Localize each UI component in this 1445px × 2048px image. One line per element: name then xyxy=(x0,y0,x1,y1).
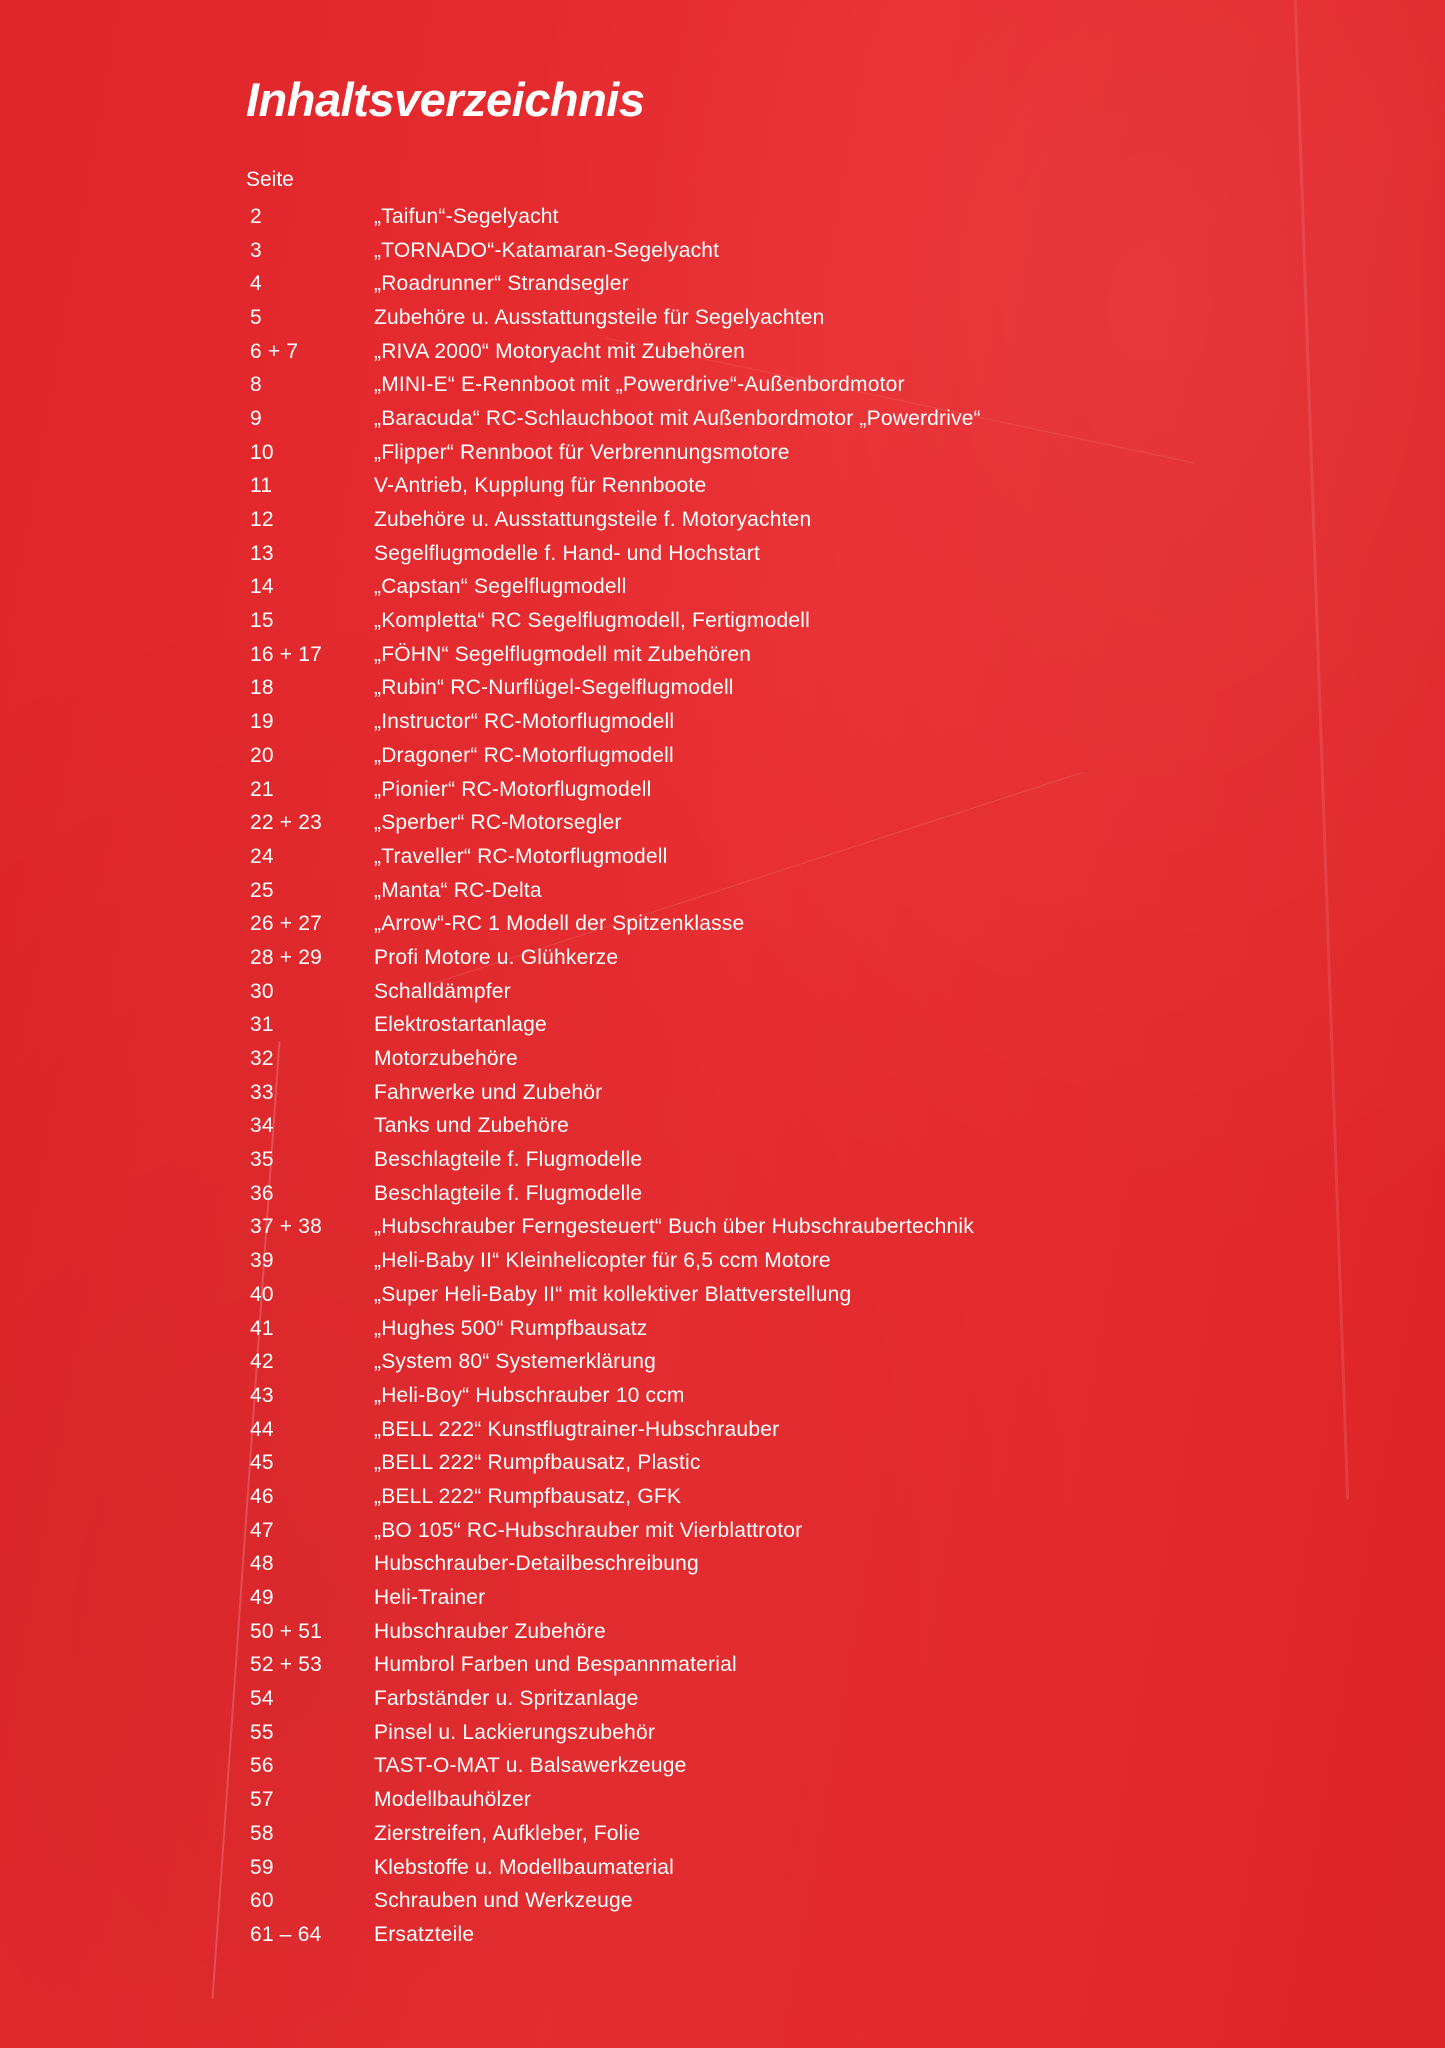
toc-entry xyxy=(246,1649,1346,1683)
toc-entry-title: „Traveller“ RC-Motorflugmodell xyxy=(374,844,668,868)
toc-entry-title: „Rubin“ RC-Nurflügel-Segelflugmodell xyxy=(374,676,734,700)
toc-page-number: 16 + 17 xyxy=(250,642,323,666)
toc-page-number: 48 xyxy=(250,1552,274,1576)
toc-entry xyxy=(246,402,1346,436)
toc-entry xyxy=(246,1884,1346,1918)
toc-entry xyxy=(246,234,1346,268)
toc-page-number: 58 xyxy=(250,1821,274,1845)
toc-entry-title: Hubschrauber Zubehöre xyxy=(374,1619,606,1643)
toc-entry xyxy=(246,436,1346,470)
toc-entry xyxy=(246,806,1346,840)
toc-entry-title: V-Antrieb, Kupplung für Rennboote xyxy=(374,474,707,498)
toc-entry-title: Klebstoffe u. Modellbaumaterial xyxy=(374,1855,674,1879)
toc-entry xyxy=(246,200,1346,234)
toc-page-number: 40 xyxy=(250,1282,274,1306)
toc-entry-title: „Manta“ RC-Delta xyxy=(374,878,542,902)
toc-entry xyxy=(246,335,1346,369)
toc-entry-title: TAST-O-MAT u. Balsawerkzeuge xyxy=(374,1754,687,1778)
toc-entry-title: „BELL 222“ Kunstflugtrainer-Hubschrauber xyxy=(374,1417,780,1441)
toc-entry xyxy=(246,672,1346,706)
toc-entry xyxy=(246,1312,1346,1346)
toc-entry-title: „Taifun“-Segelyacht xyxy=(374,204,559,228)
toc-entry xyxy=(246,1682,1346,1716)
toc-page-number: 33 xyxy=(250,1080,274,1104)
toc-entry-title: Pinsel u. Lackierungszubehör xyxy=(374,1720,656,1744)
toc-page-number: 11 xyxy=(250,474,273,498)
toc-page-number: 32 xyxy=(250,1047,274,1071)
toc-entry xyxy=(246,773,1346,807)
toc-page-number: 46 xyxy=(250,1484,274,1508)
toc-page-number: 47 xyxy=(250,1518,274,1542)
toc-entry-title: „Baracuda“ RC-Schlauchboot mit Außenbordmotor „Powerdrive“ xyxy=(374,406,981,430)
toc-entry-title: Hubschrauber-Detailbeschreibung xyxy=(374,1552,699,1576)
toc-entry-title: Profi Motore u. Glühkerze xyxy=(374,945,619,969)
toc-entry-title: Heli-Trainer xyxy=(374,1586,486,1610)
toc-page-number: 57 xyxy=(250,1788,274,1812)
toc-page-number: 50 + 51 xyxy=(250,1619,323,1643)
toc-entry-title: Tanks und Zubehöre xyxy=(374,1114,570,1138)
toc-entry xyxy=(246,1446,1346,1480)
toc-entry xyxy=(246,1009,1346,1043)
toc-entry-title: Beschlagteile f. Flugmodelle xyxy=(374,1148,643,1172)
toc-entry xyxy=(246,941,1346,975)
toc-entry-title: Schalldämpfer xyxy=(374,979,511,1003)
toc-entry xyxy=(246,1548,1346,1582)
toc-entry-title: Zubehöre u. Ausstattungsteile für Segelyachten xyxy=(374,305,825,329)
toc-entry-title: „Instructor“ RC-Motorflugmodell xyxy=(374,710,675,734)
toc-page-number: 19 xyxy=(250,710,274,734)
toc-entry xyxy=(246,1514,1346,1548)
page-column-header: Seite xyxy=(246,168,294,191)
toc-entry-title: Segelflugmodelle f. Hand- und Hochstart xyxy=(374,541,761,565)
toc-page-number: 56 xyxy=(250,1754,274,1778)
page-title: Inhaltsverzeichnis xyxy=(246,73,645,126)
toc-entry-title: „Arrow“-RC 1 Modell der Spitzenklasse xyxy=(374,912,745,936)
toc-page-number: 14 xyxy=(250,575,274,599)
toc-entry-title: „FÖHN“ Segelflugmodell mit Zubehören xyxy=(374,642,752,666)
toc-entry-title: Zierstreifen, Aufkleber, Folie xyxy=(374,1821,641,1845)
toc-page-number: 37 + 38 xyxy=(250,1215,323,1239)
toc-entry-title: „Pionier“ RC-Motorflugmodell xyxy=(374,777,652,801)
toc-page-number: 25 xyxy=(250,878,274,902)
toc-entry xyxy=(246,470,1346,504)
toc-entry-title: Modellbauhölzer xyxy=(374,1788,532,1812)
toc-page-number: 43 xyxy=(250,1383,274,1407)
toc-page-number: 55 xyxy=(250,1720,274,1744)
toc-entry xyxy=(246,1851,1346,1885)
toc-entry xyxy=(246,1244,1346,1278)
toc-page-number: 10 xyxy=(250,440,274,464)
toc-entry xyxy=(246,1345,1346,1379)
toc-entry-title: Fahrwerke und Zubehör xyxy=(374,1080,603,1104)
table-of-contents xyxy=(246,200,1346,1952)
toc-entry-title: „BO 105“ RC-Hubschrauber mit Vierblattrotor xyxy=(374,1518,803,1542)
toc-entry-title: „RIVA 2000“ Motoryacht mit Zubehören xyxy=(374,339,745,363)
toc-entry xyxy=(246,975,1346,1009)
toc-entry xyxy=(246,1042,1346,1076)
toc-entry xyxy=(246,1177,1346,1211)
toc-entry-title: „Hughes 500“ Rumpfbausatz xyxy=(374,1316,648,1340)
toc-page-number: 3 xyxy=(250,238,262,262)
toc-entry-title: „System 80“ Systemerklärung xyxy=(374,1350,656,1374)
toc-page-number: 49 xyxy=(250,1586,274,1610)
toc-entry xyxy=(246,1076,1346,1110)
toc-entry xyxy=(246,1581,1346,1615)
toc-entry xyxy=(246,1278,1346,1312)
toc-entry-title: „Kompletta“ RC Segelflugmodell, Fertigmodell xyxy=(374,609,810,633)
toc-page-number: 31 xyxy=(250,1013,274,1037)
toc-page-number: 18 xyxy=(250,676,274,700)
toc-page-number: 60 xyxy=(250,1889,274,1913)
toc-page-number: 15 xyxy=(250,609,274,633)
toc-entry-title: „Heli-Baby II“ Kleinhelicopter für 6,5 ccm Motore xyxy=(374,1249,831,1273)
toc-entry xyxy=(246,604,1346,638)
toc-page-number: 5 xyxy=(250,305,262,329)
toc-page-number: 30 xyxy=(250,979,274,1003)
toc-entry-title: Farbständer u. Spritzanlage xyxy=(374,1687,639,1711)
toc-entry xyxy=(246,1615,1346,1649)
toc-page-number: 41 xyxy=(250,1316,274,1340)
toc-page-number: 34 xyxy=(250,1114,274,1138)
toc-page-number: 8 xyxy=(250,373,262,397)
toc-entry xyxy=(246,1783,1346,1817)
toc-page-number: 6 + 7 xyxy=(250,339,299,363)
toc-entry xyxy=(246,739,1346,773)
toc-entry xyxy=(246,571,1346,605)
toc-entry-title: „Capstan“ Segelflugmodell xyxy=(374,575,627,599)
toc-entry xyxy=(246,1716,1346,1750)
toc-entry xyxy=(246,368,1346,402)
toc-entry xyxy=(246,1143,1346,1177)
toc-page-number: 36 xyxy=(250,1181,274,1205)
toc-entry xyxy=(246,907,1346,941)
toc-entry-title: Beschlagteile f. Flugmodelle xyxy=(374,1181,643,1205)
toc-entry xyxy=(246,874,1346,908)
toc-entry-title: Elektrostartanlage xyxy=(374,1013,547,1037)
toc-page-number: 28 + 29 xyxy=(250,945,323,969)
toc-page-number: 35 xyxy=(250,1148,274,1172)
toc-entry xyxy=(246,503,1346,537)
toc-entry-title: „Hubschrauber Ferngesteuert“ Buch über Hubschraubertechnik xyxy=(374,1215,974,1239)
toc-entry-title: Ersatzteile xyxy=(374,1922,475,1946)
toc-page-number: 21 xyxy=(250,777,274,801)
toc-page-number: 13 xyxy=(250,541,274,565)
toc-entry-title: „BELL 222“ Rumpfbausatz, GFK xyxy=(374,1484,682,1508)
toc-entry-title: „Sperber“ RC-Motorsegler xyxy=(374,811,622,835)
toc-entry xyxy=(246,1413,1346,1447)
toc-entry-title: Schrauben und Werkzeuge xyxy=(374,1889,633,1913)
toc-page-number: 52 + 53 xyxy=(250,1653,323,1677)
toc-page-number: 24 xyxy=(250,844,274,868)
toc-entry xyxy=(246,840,1346,874)
toc-page-number: 61 – 64 xyxy=(250,1922,322,1946)
toc-entry-title: „Roadrunner“ Strandsegler xyxy=(374,272,629,296)
toc-page-number: 4 xyxy=(250,272,262,296)
toc-entry-title: „MINI-E“ E-Rennboot mit „Powerdrive“-Außenbordmotor xyxy=(374,373,905,397)
toc-page-number: 26 + 27 xyxy=(250,912,323,936)
toc-page-number: 9 xyxy=(250,406,262,430)
toc-entry xyxy=(246,1480,1346,1514)
toc-entry xyxy=(246,301,1346,335)
toc-page-number: 12 xyxy=(250,508,274,532)
toc-entry-title: „TORNADO“-Katamaran-Segelyacht xyxy=(374,238,720,262)
toc-entry xyxy=(246,705,1346,739)
toc-entry xyxy=(246,1918,1346,1952)
toc-entry xyxy=(246,1379,1346,1413)
toc-page-number: 45 xyxy=(250,1451,274,1475)
toc-entry-title: „Heli-Boy“ Hubschrauber 10 ccm xyxy=(374,1383,685,1407)
toc-entry-title: „BELL 222“ Rumpfbausatz, Plastic xyxy=(374,1451,701,1475)
toc-entry xyxy=(246,537,1346,571)
toc-entry xyxy=(246,1750,1346,1784)
toc-entry xyxy=(246,267,1346,301)
toc-entry xyxy=(246,638,1346,672)
toc-entry-title: „Dragoner“ RC-Motorflugmodell xyxy=(374,743,674,767)
toc-entry xyxy=(246,1817,1346,1851)
toc-page-number: 22 + 23 xyxy=(250,811,323,835)
toc-entry-title: „Flipper“ Rennboot für Verbrennungsmotore xyxy=(374,440,790,464)
toc-entry xyxy=(246,1110,1346,1144)
toc-page-number: 2 xyxy=(250,204,262,228)
toc-entry-title: „Super Heli-Baby II“ mit kollektiver Blattverstellung xyxy=(374,1282,852,1306)
toc-page-number: 59 xyxy=(250,1855,274,1879)
toc-entry-title: Zubehöre u. Ausstattungsteile f. Motoryachten xyxy=(374,508,812,532)
toc-entry xyxy=(246,1211,1346,1245)
toc-page-number: 44 xyxy=(250,1417,274,1441)
toc-page-number: 42 xyxy=(250,1350,274,1374)
toc-page-number: 39 xyxy=(250,1249,274,1273)
toc-entry-title: Motorzubehöre xyxy=(374,1047,518,1071)
toc-entry-title: Humbrol Farben und Bespannmaterial xyxy=(374,1653,737,1677)
toc-page-number: 54 xyxy=(250,1687,274,1711)
toc-page-number: 20 xyxy=(250,743,274,767)
